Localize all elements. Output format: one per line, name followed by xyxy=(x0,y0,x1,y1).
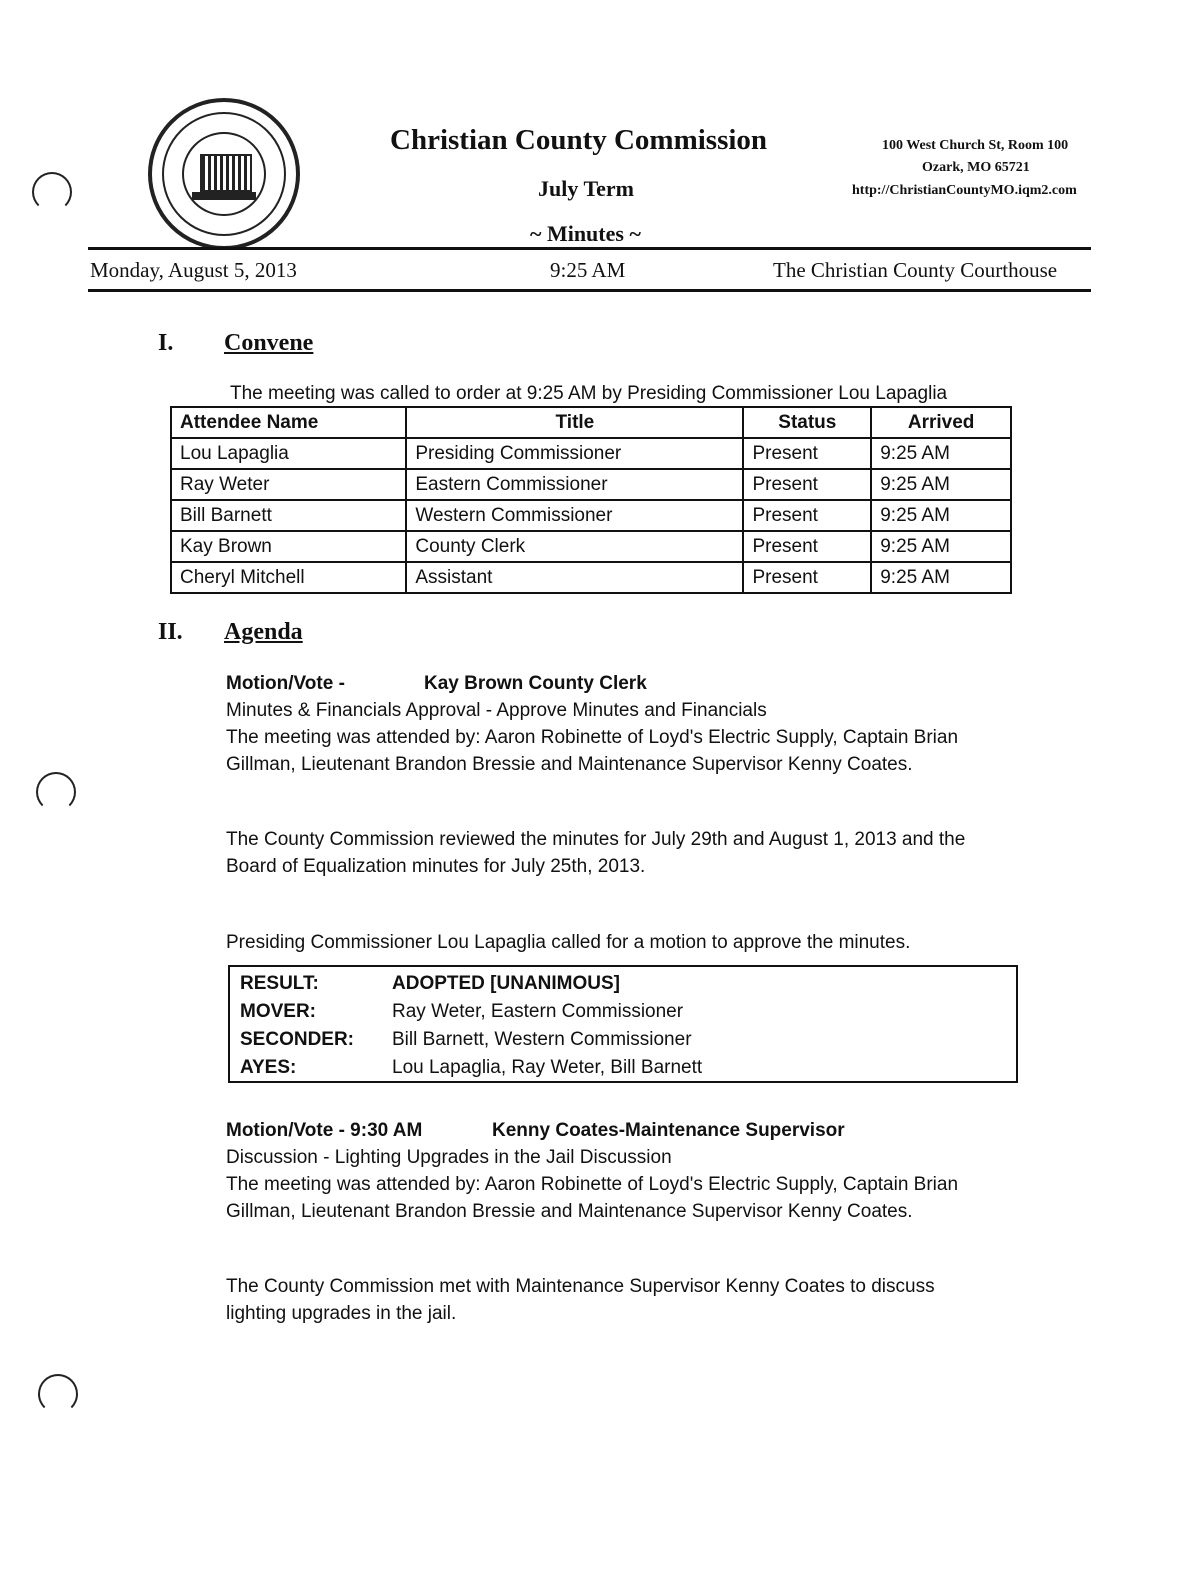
table-row xyxy=(171,438,1011,469)
attended-line: The meeting was attended by: Aaron Robinette of Loyd's Electric Supply, Captain Brian xyxy=(226,727,959,748)
attendee-arrived: 9:25 AM xyxy=(871,469,1011,500)
motion-topic: Discussion - Lighting Upgrades in the Jail Discussion xyxy=(226,1147,672,1168)
review-paragraph: The County Commission reviewed the minutes for July 29th and August 1, 2013 and the xyxy=(226,829,966,850)
term-label: July Term xyxy=(538,176,634,201)
discussion-paragraph: The County Commission met with Maintenance Supervisor Kenny Coates to discuss xyxy=(226,1276,935,1297)
discussion-paragraph: lighting upgrades in the jail. xyxy=(226,1303,457,1324)
convene-intro: The meeting was called to order at 9:25 AM by Presiding Commissioner Lou Lapaglia xyxy=(230,383,948,404)
attendee-table xyxy=(170,406,1012,594)
vote-seconder: Bill Barnett, Western Commissioner xyxy=(392,1029,692,1050)
attendee-status: Present xyxy=(743,469,871,500)
attended-line: Gillman, Lieutenant Brandon Bressie and Maintenance Supervisor Kenny Coates. xyxy=(226,754,913,775)
attendee-title: County Clerk xyxy=(406,531,743,562)
attendee-arrived: 9:25 AM xyxy=(871,438,1011,469)
address-line2: Ozark, MO 65721 xyxy=(922,160,1030,175)
motion-label: Motion/Vote - 9:30 AM xyxy=(226,1120,423,1141)
vote-result-row xyxy=(240,973,620,995)
header-divider-top xyxy=(88,247,1091,250)
vote-result-box xyxy=(228,965,1018,1083)
courthouse-icon xyxy=(200,154,252,192)
vote-ayes-row xyxy=(240,1057,702,1079)
attendee-name: Cheryl Mitchell xyxy=(171,562,406,593)
vote-seconder-row xyxy=(240,1029,692,1051)
address-line1: 100 West Church St, Room 100 xyxy=(882,138,1069,153)
attendee-status: Present xyxy=(743,438,871,469)
doc-type-label: ~ Minutes ~ xyxy=(530,221,641,246)
meeting-date: Monday, August 5, 2013 xyxy=(90,258,297,282)
org-name: Christian County Commission xyxy=(390,124,768,156)
meeting-time: 9:25 AM xyxy=(550,258,626,282)
attendee-name: Lou Lapaglia xyxy=(171,438,406,469)
motion-presenter: Kay Brown County Clerk xyxy=(424,673,647,694)
attendee-name: Bill Barnett xyxy=(171,500,406,531)
county-seal-logo xyxy=(148,98,300,250)
attended-line: Gillman, Lieutenant Brandon Bressie and Maintenance Supervisor Kenny Coates. xyxy=(226,1201,913,1222)
attendee-name: Kay Brown xyxy=(171,531,406,562)
attendee-arrived: 9:25 AM xyxy=(871,562,1011,593)
vote-label: MOVER: xyxy=(240,1001,316,1022)
attendee-arrived: 9:25 AM xyxy=(871,531,1011,562)
vote-mover: Ray Weter, Eastern Commissioner xyxy=(392,1001,684,1022)
website-link[interactable]: http://ChristianCountyMO.iqm2.com xyxy=(852,183,1077,198)
table-row xyxy=(171,562,1011,593)
vote-result: ADOPTED [UNANIMOUS] xyxy=(392,973,620,994)
column-header: Status xyxy=(743,407,871,438)
attendee-arrived: 9:25 AM xyxy=(871,500,1011,531)
vote-label: RESULT: xyxy=(240,973,319,994)
vote-mover-row xyxy=(240,1001,683,1023)
column-header: Attendee Name xyxy=(171,407,406,438)
meeting-location: The Christian County Courthouse xyxy=(773,258,1058,282)
attendee-status: Present xyxy=(743,500,871,531)
column-header: Title xyxy=(406,407,743,438)
attendee-name: Ray Weter xyxy=(171,469,406,500)
attendee-status: Present xyxy=(743,562,871,593)
section-numeral-agenda: II. xyxy=(158,619,183,645)
motion-presenter: Kenny Coates-Maintenance Supervisor xyxy=(492,1120,845,1141)
table-row xyxy=(171,500,1011,531)
attendee-table-header xyxy=(171,407,1011,438)
vote-label: SECONDER: xyxy=(240,1029,355,1050)
motion-label: Motion/Vote - xyxy=(226,673,345,694)
vote-label: AYES: xyxy=(240,1057,297,1078)
attendee-title: Western Commissioner xyxy=(406,500,743,531)
attendee-title: Presiding Commissioner xyxy=(406,438,743,469)
hole-punch-mark xyxy=(38,1374,78,1414)
hole-punch-mark xyxy=(36,772,76,812)
motion-call: Presiding Commissioner Lou Lapaglia called for a motion to approve the minutes. xyxy=(226,932,911,953)
table-row xyxy=(171,531,1011,562)
attended-line: The meeting was attended by: Aaron Robinette of Loyd's Electric Supply, Captain Brian xyxy=(226,1174,959,1195)
section-heading-agenda: Agenda xyxy=(224,619,303,645)
review-paragraph: Board of Equalization minutes for July 25th, 2013. xyxy=(226,856,646,877)
table-row xyxy=(171,469,1011,500)
motion-topic: Minutes & Financials Approval - Approve Minutes and Financials xyxy=(226,700,767,721)
attendee-title: Assistant xyxy=(406,562,743,593)
column-header: Arrived xyxy=(871,407,1011,438)
section-heading-convene: Convene xyxy=(224,330,314,356)
section-numeral-convene: I. xyxy=(158,330,174,356)
header-divider-bottom xyxy=(88,289,1091,292)
attendee-title: Eastern Commissioner xyxy=(406,469,743,500)
attendee-status: Present xyxy=(743,531,871,562)
vote-ayes: Lou Lapaglia, Ray Weter, Bill Barnett xyxy=(392,1057,703,1078)
hole-punch-mark xyxy=(32,172,72,212)
